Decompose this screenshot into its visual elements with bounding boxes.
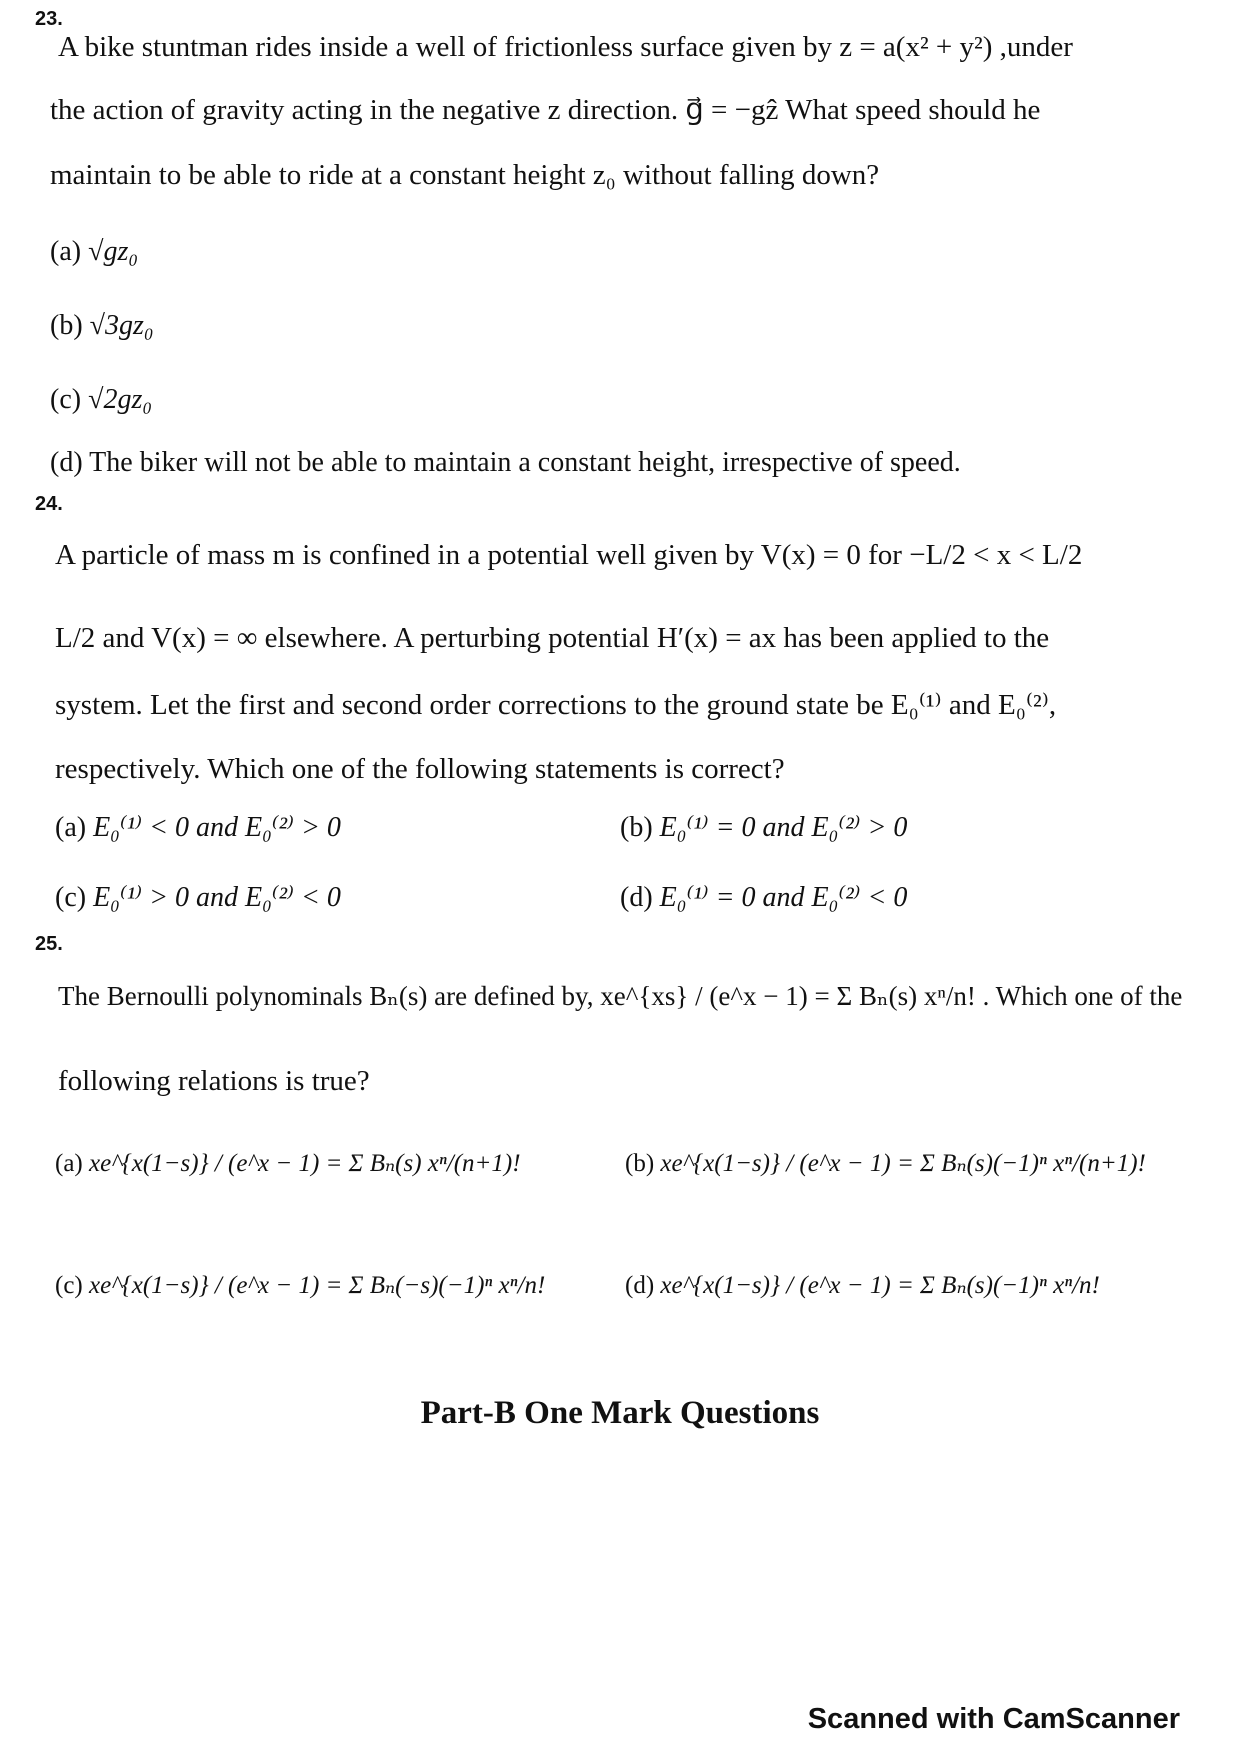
q25-line-2: following relations is true? [58, 1065, 370, 1097]
option-text: E₀⁽¹⁾ < 0 and E₀⁽²⁾ > 0 [93, 812, 341, 843]
option-label: (c) [55, 1272, 83, 1299]
q23-option-c [50, 385, 152, 416]
option-label: (b) [625, 1150, 655, 1177]
option-label: (b) [50, 310, 83, 341]
q24-line-3: system. Let the first and second order corrections to the ground state be E₀⁽¹⁾ and E₀⁽²⁾, [55, 689, 1057, 721]
question-number-25: 25. [35, 933, 63, 955]
option-text: xe^{x(1−s)} / (e^x − 1) = Σ Bₙ(s)(−1)ⁿ xⁿ/(n+1)! [660, 1150, 1146, 1177]
q24-option-c [55, 883, 341, 914]
q25-option-a [55, 1150, 521, 1178]
q23-option-d [50, 448, 961, 479]
q25-option-d [625, 1272, 1100, 1300]
option-text: √2gz₀ [88, 384, 153, 415]
q24-line-1: A particle of mass m is confined in a potential well given by V(x) = 0 for −L/2 < x < L/2 [55, 539, 1083, 571]
option-text: E₀⁽¹⁾ > 0 and E₀⁽²⁾ < 0 [93, 882, 341, 913]
option-label: (d) [50, 447, 83, 478]
option-text: √gz₀ [88, 236, 139, 267]
option-text: E₀⁽¹⁾ = 0 and E₀⁽²⁾ > 0 [659, 812, 908, 843]
q25-option-c [55, 1272, 545, 1300]
option-label: (a) [50, 236, 82, 267]
option-text: xe^{x(1−s)} / (e^x − 1) = Σ Bₙ(s)(−1)ⁿ xⁿ/n! [660, 1272, 1100, 1299]
q24-option-d [620, 883, 907, 914]
q24-line-4: respectively. Which one of the following statements is correct? [55, 753, 785, 785]
q23-option-b [50, 311, 154, 342]
question-number-24: 24. [35, 493, 63, 515]
question-number-23: 23. [35, 8, 63, 30]
camscanner-watermark: Scanned with CamScanner [807, 1703, 1180, 1735]
q25-option-b [625, 1150, 1146, 1178]
q24-line-2: L/2 and V(x) = ∞ elsewhere. A perturbing potential H′(x) = ax has been applied to the [55, 622, 1050, 654]
option-label: (c) [55, 882, 87, 913]
option-text: xe^{x(1−s)} / (e^x − 1) = Σ Bₙ(−s)(−1)ⁿ xⁿ/n! [89, 1272, 546, 1299]
q25-line-1: The Bernoulli polynominals Bₙ(s) are defined by, xe^{xs} / (e^x − 1) = Σ Bₙ(s) xⁿ/n! . Which one of the [58, 981, 1183, 1011]
option-text: xe^{x(1−s)} / (e^x − 1) = Σ Bₙ(s) xⁿ/(n+1)! [89, 1150, 521, 1177]
option-label: (d) [625, 1272, 655, 1299]
option-text: √3gz₀ [89, 310, 154, 341]
q24-option-b [620, 813, 907, 844]
option-text: E₀⁽¹⁾ = 0 and E₀⁽²⁾ < 0 [659, 882, 908, 913]
option-label: (a) [55, 812, 87, 843]
q23-option-a [50, 237, 138, 268]
option-label: (d) [620, 882, 653, 913]
option-label: (b) [620, 812, 653, 843]
q24-option-a [55, 813, 341, 844]
q23-line-3: maintain to be able to ride at a constant height z₀ without falling down? [50, 159, 880, 191]
q23-line-2: the action of gravity acting in the negative z direction. g⃗ = −gẑ What speed should he [50, 94, 1041, 126]
q23-line-1: A bike stuntman rides inside a well of frictionless surface given by z = a(x² + y²) ,under [58, 31, 1073, 63]
option-label: (c) [50, 384, 82, 415]
option-text: The biker will not be able to maintain a constant height, irrespective of speed. [89, 447, 961, 478]
section-heading: Part-B One Mark Questions [420, 1395, 820, 1431]
option-label: (a) [55, 1150, 83, 1177]
